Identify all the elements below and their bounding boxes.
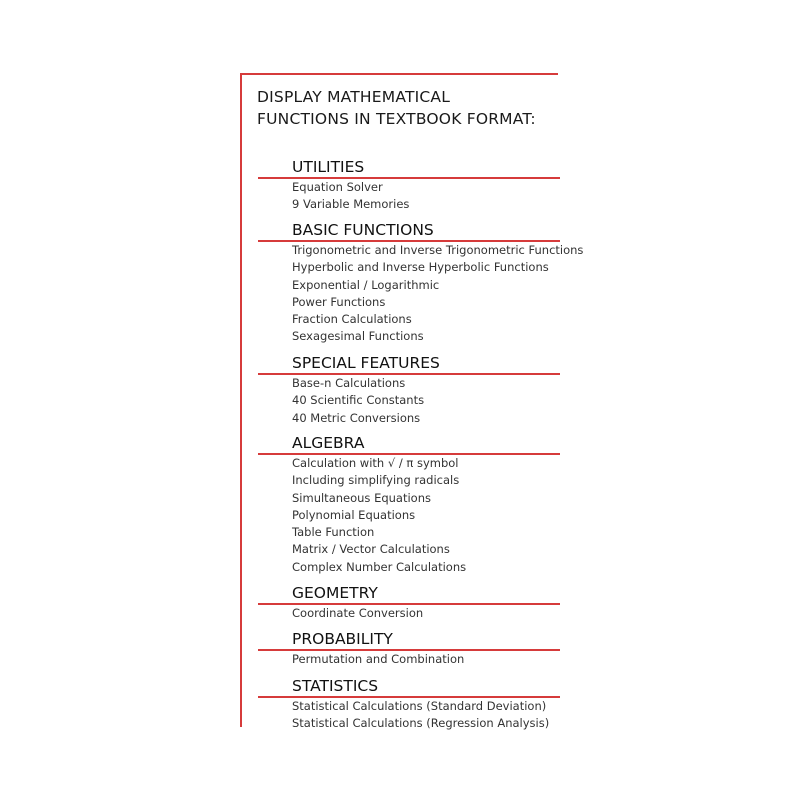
section-title: BASIC FUNCTIONS [292, 221, 434, 239]
list-item: Power Functions [292, 294, 386, 309]
section-title: GEOMETRY [292, 584, 378, 602]
heading-line-1: DISPLAY MATHEMATICAL [257, 88, 451, 106]
list-item: Base-n Calculations [292, 376, 406, 390]
list-item: Sexagesimal Functions [292, 329, 424, 344]
list-item: Including simplifying radicals [292, 473, 460, 488]
list-item: Complex Number Calculations [292, 559, 467, 574]
section-utilities [258, 157, 560, 214]
list-item: Coordinate Conversion [292, 606, 424, 620]
section-items [258, 242, 584, 346]
list-item: 40 Scientific Constants [292, 393, 425, 408]
section-special-features [258, 353, 560, 427]
list-item: Fraction Calculations [292, 312, 412, 327]
list-item: 9 Variable Memories [292, 197, 410, 212]
section-probability [258, 629, 560, 668]
section-items [258, 698, 560, 733]
frame-top-border [240, 73, 558, 75]
list-item: Equation Solver [292, 180, 383, 194]
list-item: 40 Metric Conversions [292, 410, 421, 425]
list-item: Matrix / Vector Calculations [292, 542, 450, 557]
list-item: Simultaneous Equations [292, 490, 431, 505]
frame-left-border [240, 73, 242, 727]
section-basic-functions [258, 220, 584, 346]
list-item: Calculation with √ / π symbol [292, 456, 459, 470]
section-items [258, 179, 560, 214]
list-item: Trigonometric and Inverse Trigonometric Functions [292, 243, 584, 257]
list-item: Exponential / Logarithmic [292, 277, 440, 292]
section-title: UTILITIES [292, 158, 365, 176]
section-title: STATISTICS [292, 677, 379, 695]
list-item: Polynomial Equations [292, 507, 416, 522]
section-title: SPECIAL FEATURES [292, 354, 440, 372]
page-heading [257, 86, 536, 130]
section-items [258, 605, 560, 622]
list-item: Permutation and Combination [292, 652, 465, 666]
list-item: Statistical Calculations (Regression Analysis) [292, 716, 550, 731]
section-algebra [258, 433, 560, 576]
list-item: Table Function [292, 525, 375, 540]
section-geometry [258, 583, 560, 622]
list-item: Hyperbolic and Inverse Hyperbolic Functions [292, 260, 549, 275]
section-statistics [258, 676, 560, 733]
section-items [258, 651, 560, 668]
section-title: PROBABILITY [292, 630, 393, 648]
heading-line-2: FUNCTIONS IN TEXTBOOK FORMAT: [257, 110, 536, 128]
section-items [258, 455, 560, 576]
list-item: Statistical Calculations (Standard Deviation) [292, 699, 547, 713]
section-items [258, 375, 560, 427]
section-title: ALGEBRA [292, 434, 365, 452]
